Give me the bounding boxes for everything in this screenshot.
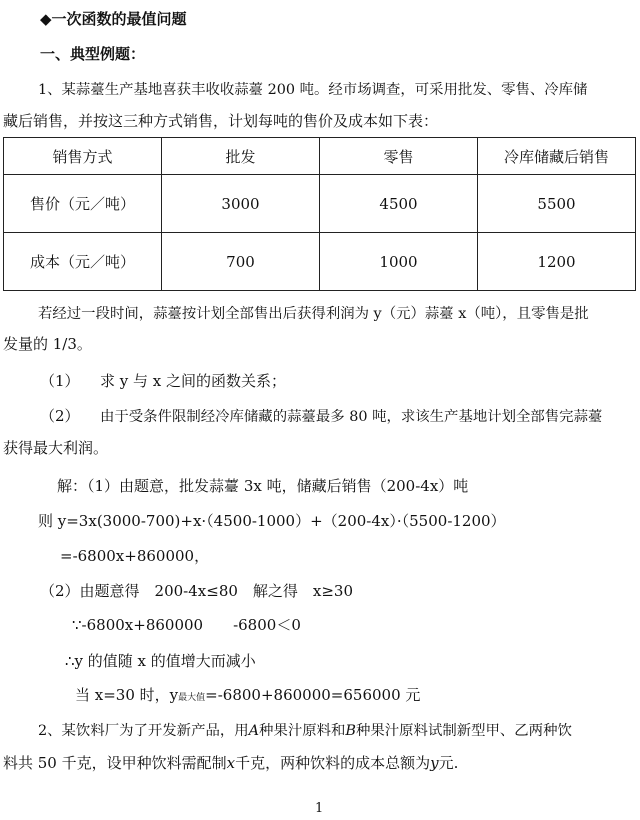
solution-line2: 则 y=3x(3000-700)+x·（4500-1000）+（200-4x）·（5500-1200） — [38, 512, 506, 530]
question1-text: 求 y 与 x 之间的函数关系； — [100, 372, 287, 390]
page-number: 1 — [315, 801, 324, 816]
solution-line7-pre: 当 x=30 时，y — [75, 686, 179, 704]
problem2-text-a: 2、某饮料厂为了开发新产品，用 — [38, 723, 249, 739]
table-header-row — [4, 138, 636, 175]
max-value-subscript: 最大值 — [178, 693, 206, 703]
row-label: 成本（元／吨） — [4, 233, 162, 291]
solution-line7 — [75, 684, 420, 705]
table-cell: 700 — [162, 233, 320, 291]
condition-line2: 发量的 1/3。 — [3, 335, 92, 353]
condition-line1: 若经过一段时间，蒜薹按计划全部售出后获得利润为 y（元）蒜薹 x（吨），且零售是批 — [38, 306, 589, 322]
table-cell: 3000 — [162, 175, 320, 233]
problem1-line1: 1、某蒜薹生产基地喜获丰收收蒜薹 200 吨。经市场调查，可采用批发、零售、冷库储 — [38, 82, 588, 98]
price-table — [3, 137, 636, 291]
solution-line7-post: =-6800+860000=656000 元 — [205, 686, 421, 704]
row-label: 售价（元／吨） — [4, 175, 162, 233]
problem2-line2-b: 千克，两种饮料的成本总额为 — [235, 754, 431, 772]
question2-text: 由于受条件限制经冷库储藏的蒜薹最多 80 吨，求该生产基地计划全部售完蒜薹 — [100, 409, 603, 425]
question1-number: （1） — [40, 372, 80, 390]
table-row-cost — [4, 233, 636, 291]
table-cell: 1200 — [478, 233, 636, 291]
problem2-text-b: 种果汁原料和 — [259, 723, 346, 739]
table-header-cell: 批发 — [162, 138, 320, 175]
problem2-line2-a: 料共 50 千克，设甲种饮料需配制 — [3, 754, 227, 772]
ingredient-b-symbol: B — [345, 723, 356, 739]
table-row-price — [4, 175, 636, 233]
table-header-cell: 零售 — [320, 138, 478, 175]
problem2-line2 — [3, 752, 458, 773]
table-cell: 1000 — [320, 233, 478, 291]
solution-line5: ∵-6800x+860000 -6800＜0 — [72, 616, 301, 634]
problem2-text-c: 种果汁原料试制新型甲、乙两种饮 — [355, 723, 572, 739]
table-cell: 5500 — [478, 175, 636, 233]
solution-line1: 解：（1）由题意，批发蒜薹 3x 吨，储藏后销售（200-4x）吨 — [57, 477, 469, 495]
table-cell: 4500 — [320, 175, 478, 233]
variable-y: y — [430, 754, 439, 772]
table-header-cell: 销售方式 — [4, 138, 162, 175]
variable-x: x — [226, 754, 236, 772]
solution-line4: （2）由题意得 200-4x≤80 解之得 x≥30 — [40, 582, 354, 600]
table-header-cell: 冷库储藏后销售 — [478, 138, 636, 175]
problem2-line1 — [38, 719, 572, 740]
section-title: 一、典型例题： — [40, 45, 146, 63]
ingredient-a-symbol: A — [248, 723, 260, 739]
problem1-line2: 藏后销售，并按这三种方式销售，计划每吨的售价及成本如下表： — [3, 112, 439, 130]
heading: ◆一次函数的最值问题 — [40, 10, 187, 28]
question2-number: （2） — [40, 407, 80, 425]
problem2-line2-c: 元. — [438, 754, 459, 772]
solution-line6: ∴y 的值随 x 的值增大而减小 — [65, 652, 256, 670]
solution-line3: =-6800x+860000， — [60, 547, 210, 565]
question2-line2: 获得最大利润。 — [3, 439, 109, 457]
